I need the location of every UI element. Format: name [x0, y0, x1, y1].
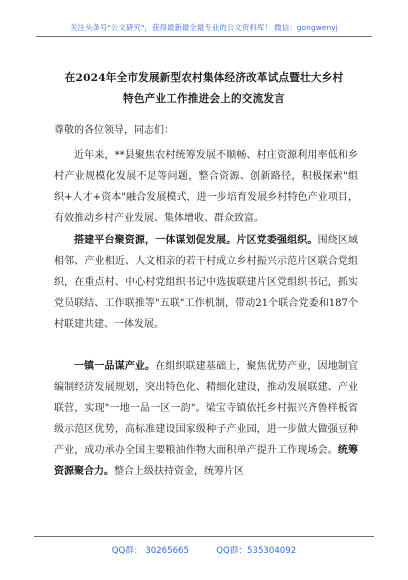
paragraph-resources-body: 整合上级扶持资金，统筹片区 — [114, 466, 244, 477]
paragraph-industry — [54, 356, 358, 482]
paragraph-platform-body: 围绕区域相邻、产业相近、人文相亲的若干村成立乡村振兴示范片区联合党组织，在重点村、中心村党组织书记中选拔联建片区党组织书记，抓实党员联结、工作联推等"五联"工作机制，带动21个联合党委和187个村联建共建、一体发展。 — [54, 235, 359, 330]
footer-divider — [34, 536, 374, 537]
paragraph-platform — [54, 230, 358, 335]
header-divider — [36, 36, 372, 37]
paragraph-industry-heading: 一镇一品谋产业。 — [74, 361, 156, 372]
paragraph-resources-heading: 统筹资源聚合力。 — [54, 445, 359, 477]
paragraph-intro: 近年来，**县聚焦农村统筹发展不顺畅、村庄资源利用率低和乡村产业规模化发展不足等问题，整合资源、创新路径，积极探索"组织+人才+资本"融合发展模式，进一步培育发展乡村特色产业项目，有效推动乡村产业发展、集体增收、群众致富。 — [54, 150, 358, 224]
document-title-line-2: 特色产业工作推进会上的交流发言 — [123, 93, 285, 105]
header-banner: 关注头条号"公文研究"，获得最新最全最专业的公文资料库！ 微信：gongwenyj — [70, 23, 338, 32]
paragraph-industry-body: 在组织联建基础上，聚焦优势产业，因地制宜编制经济发展规划，突出特色化、精细化建设，推动发展联建、产业联营，实现"一地一品一区一韵"。梁宝寺镇依托乡村振兴齐鲁样板省级示范区优势，高标准建设国家级种子产业园，进一步做大做强豆种产业，成功承办全国主要粮油作物大面积单产提升工作现场会。 — [54, 361, 359, 456]
paragraph-platform-heading: 搭建平台聚资源，一体谋划促发展。片区党委强组织。 — [74, 235, 318, 246]
document-title-line-1: 在2024年全市发展新型农村集体经济改革试点暨壮大乡村 — [64, 72, 344, 84]
footer-contact: QQ群： 30265665 QQ群：535304092 — [111, 546, 297, 556]
greeting: 尊敬的各位领导，同志们： — [54, 125, 174, 136]
